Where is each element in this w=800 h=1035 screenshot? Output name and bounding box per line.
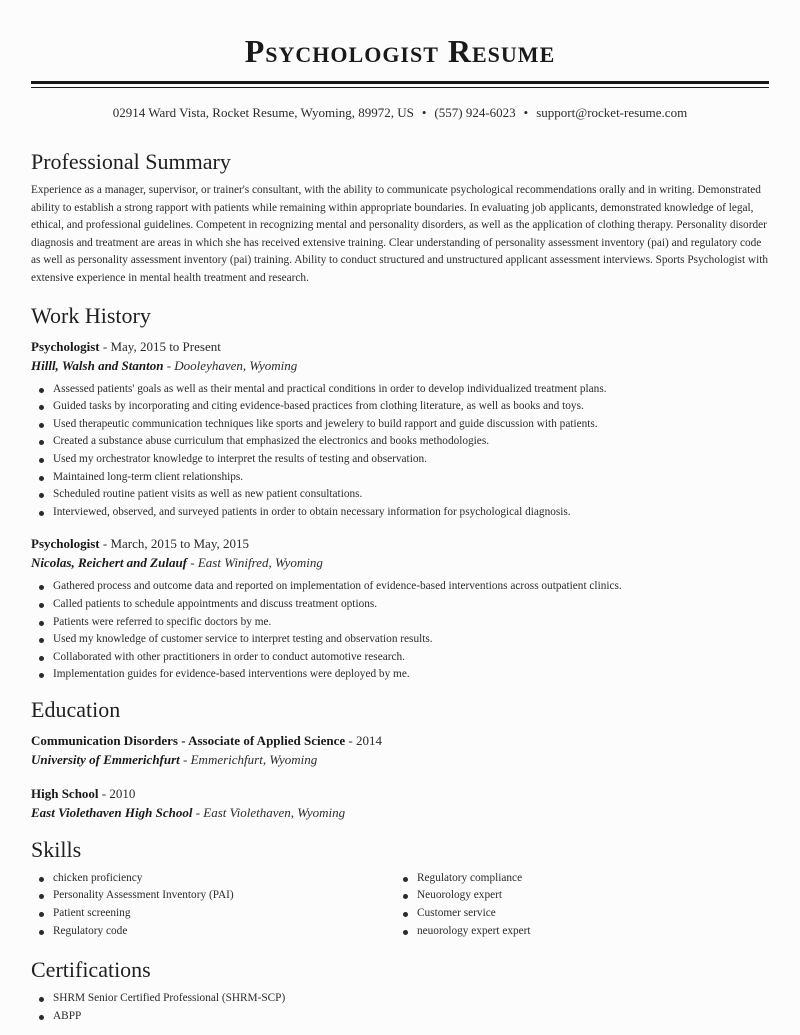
job-entry [31, 338, 769, 522]
job-company: Hilll, Walsh and Stanton [31, 357, 164, 373]
education-degree-line [31, 785, 769, 803]
summary-text: Experience as a manager, supervisor, or trainer's consultant, with the ability to communicate psychological recommendations orally and in writing. Demonstrated ability to establish a strong rapport with patients while remaining within appropriate boundaries. In evaluating job applicants, demonstrated knowledge of legal, ethical, and professional guidelines. Competent in recognizing mental and personality disorders, as well as the application of clothing therapy. Personality disorder diagnosis and treatment are areas in which she has received extensive training. Clear understanding of personality assessment inventory (pai) and regulatory code as well as personality assessment inventory (pai) training. Ability to conduct structured and unstructured applicant assessment interviews. Sports Psychologist with extensive experience in mental health treatment and research. [31, 184, 768, 284]
skill-item: Regulatory compliance [395, 870, 759, 888]
list-item: Maintained long-term client relationships. [31, 469, 769, 487]
job-role: Psychologist [31, 338, 100, 354]
job-role: Psychologist [31, 536, 100, 552]
title-divider-thick [31, 81, 769, 84]
list-item: Used my orchestrator knowledge to interpret the results of testing and observation. [31, 451, 769, 469]
certifications-list [31, 990, 769, 1025]
list-item: Scheduled routine patient visits as well as new patient consultations. [31, 486, 769, 504]
list-item: Patients were referred to specific doctors by me. [31, 614, 769, 632]
list-item: Implementation guides for evidence-based interventions were deployed by me. [31, 666, 769, 684]
skill-item: Neuorology expert [395, 887, 759, 905]
skills-grid [31, 870, 769, 940]
list-item: Guided tasks by incorporating and citing evidence-based practices from clothing literature, as well as books and toys. [31, 398, 769, 416]
skills-column-right [395, 870, 759, 940]
skill-item: Personality Assessment Inventory (PAI) [31, 887, 395, 905]
education-degree: High School [31, 785, 99, 801]
skills-list [31, 870, 395, 940]
list-item: Gathered process and outcome data and reported on implementation of evidence-based interventions across outpatient clinics. [31, 578, 769, 596]
work-history-heading: Work History [31, 302, 151, 328]
job-dates: - March, 2015 to May, 2015 [99, 536, 249, 552]
skills-list [395, 870, 759, 940]
job-company: Nicolas, Reichert and Zulauf [31, 555, 188, 571]
resume-page [31, 0, 769, 1025]
education-school-line [31, 803, 769, 822]
list-item: Created a substance abuse curriculum that emphasized the electronics and books methodologies. [31, 433, 769, 451]
certification-item: ABPP [31, 1008, 769, 1026]
certification-item: SHRM Senior Certified Professional (SHRM-SCP) [31, 990, 769, 1008]
job-location: - East Winifred, Wyoming [187, 555, 323, 571]
education-heading: Education [31, 696, 121, 722]
certifications-heading: Certifications [31, 957, 151, 983]
list-item: Used therapeutic communication techniques like sports and jewelery to build rapport and guide discussion with patients. [31, 416, 769, 434]
education-entry [31, 785, 769, 822]
education-year: - 2014 [345, 732, 382, 748]
contact-address: 02914 Ward Vista, Rocket Resume, Wyoming, 89972, US [112, 105, 414, 120]
list-item: Interviewed, observed, and surveyed patients in order to obtain necessary information for psychological diagnosis. [31, 504, 769, 522]
education-location: - Emmerichfurt, Wyoming [179, 751, 318, 767]
resume-title: Psychologist Resume [244, 33, 556, 69]
skill-item: neuorology expert expert [395, 923, 759, 941]
job-bullets [31, 381, 769, 522]
list-item: Collaborated with other practitioners in order to conduct automotive research. [31, 649, 769, 667]
skill-item: Regulatory code [31, 923, 395, 941]
bullet-separator: • [523, 105, 529, 120]
skills-heading: Skills [31, 836, 82, 862]
education-degree-line [31, 732, 769, 750]
job-company-line [31, 553, 769, 572]
skill-item: chicken proficiency [31, 870, 395, 888]
education-school-line [31, 750, 769, 769]
list-item: Called patients to schedule appointments and discuss treatment options. [31, 596, 769, 614]
education-entry [31, 732, 769, 769]
job-entry [31, 535, 769, 684]
education-year: - 2010 [98, 785, 136, 801]
job-company-line [31, 356, 769, 375]
skill-item: Patient screening [31, 905, 395, 923]
job-dates: - May, 2015 to Present [99, 338, 221, 354]
education-school: East Violethaven High School [31, 804, 193, 820]
list-item: Used my knowledge of customer service to interpret testing and observation results. [31, 631, 769, 649]
list-item: Assessed patients' goals as well as their mental and practical conditions in order to develop individualized treatment plans. [31, 381, 769, 399]
job-bullets [31, 578, 769, 684]
contact-line [31, 104, 769, 122]
title-divider-thin [31, 87, 769, 88]
job-heading [31, 535, 769, 553]
skill-item: Customer service [395, 905, 759, 923]
contact-phone: (557) 924-6023 [434, 105, 516, 120]
summary-heading: Professional Summary [31, 149, 231, 174]
education-school: University of Emmerichfurt [31, 751, 180, 767]
job-location: - Dooleyhaven, Wyoming [163, 357, 298, 373]
bullet-separator: • [421, 105, 427, 120]
skills-column-left [31, 870, 395, 940]
job-heading [31, 338, 769, 356]
education-location: - East Violethaven, Wyoming [192, 804, 346, 820]
contact-email: support@rocket-resume.com [536, 105, 688, 120]
education-degree: Communication Disorders - Associate of Applied Science [31, 732, 346, 748]
